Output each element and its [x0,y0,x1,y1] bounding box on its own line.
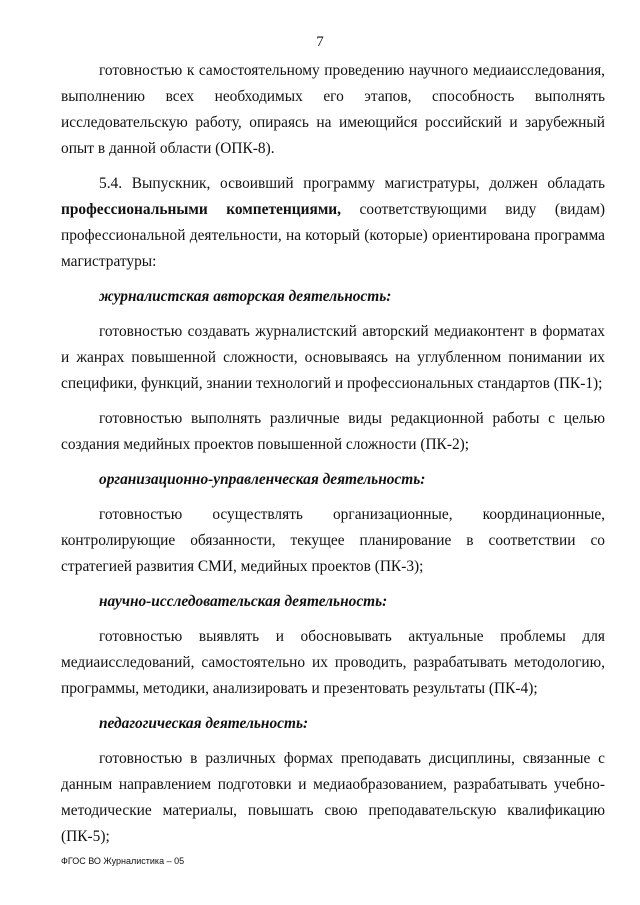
paragraph-5-4-lead: 5.4. Выпускник, освоивший программу магистратуры, должен обладать [99,175,605,192]
paragraph-5-4 [61,171,605,275]
paragraph-pk2: готовностью выполнять различные виды редакционной работы с целью создания медийных проектов повышенной сложности (ПК-2); [61,410,605,453]
document-body [61,58,605,850]
paragraph-pk5: готовностью в различных формах преподавать дисциплины, связанные с данным направлением подготовки и медиаобразованием, разрабатывать учебно-методические материалы, повышать свою преподавательскую квалификацию (ПК-5); [61,750,605,845]
paragraph-5-4-rest: соответствующими виду (видам) профессиональной деятельности, на который (которые) ориентирована программа магистратуры: [61,201,605,270]
heading-authorial: журналистская авторская деятельность: [99,288,392,305]
paragraph-pk4: готовностью выявлять и обосновывать актуальные проблемы для медиаисследований, самостоятельно их проводить, разрабатывать методологию, программы, методики, анализировать и презентовать результаты (ПК-4); [61,628,605,697]
heading-pedagogical: педагогическая деятельность: [99,715,309,732]
paragraph-5-4-bold: профессиональными компетенциями, [61,201,342,218]
heading-research: научно-исследовательская деятельность: [99,593,388,610]
footer-label: ФГОС ВО Журналистика – 05 [61,856,185,866]
paragraph-opk8: готовностью к самостоятельному проведению научного медиаисследования, выполнению всех необходимых его этапов, способность выполнять исследовательскую работу, опираясь на имеющийся российский и зарубежный опыт в данной области (ОПК-8). [61,62,605,157]
paragraph-pk1: готовностью создавать журналистский авторский медиаконтент в форматах и жанрах повышенной сложности, основываясь на углубленном понимании их специфики, функций, знании технологий и профессиональных стандартов (ПК-1); [61,323,605,392]
paragraph-pk3: готовностью осуществлять организационные, координационные, контролирующие обязанности, текущее планирование в соответствии со стратегией развития СМИ, медийных проектов (ПК-3); [61,506,605,575]
page-number: 7 [316,34,324,50]
heading-organizational: организационно-управленческая деятельность: [99,471,426,488]
